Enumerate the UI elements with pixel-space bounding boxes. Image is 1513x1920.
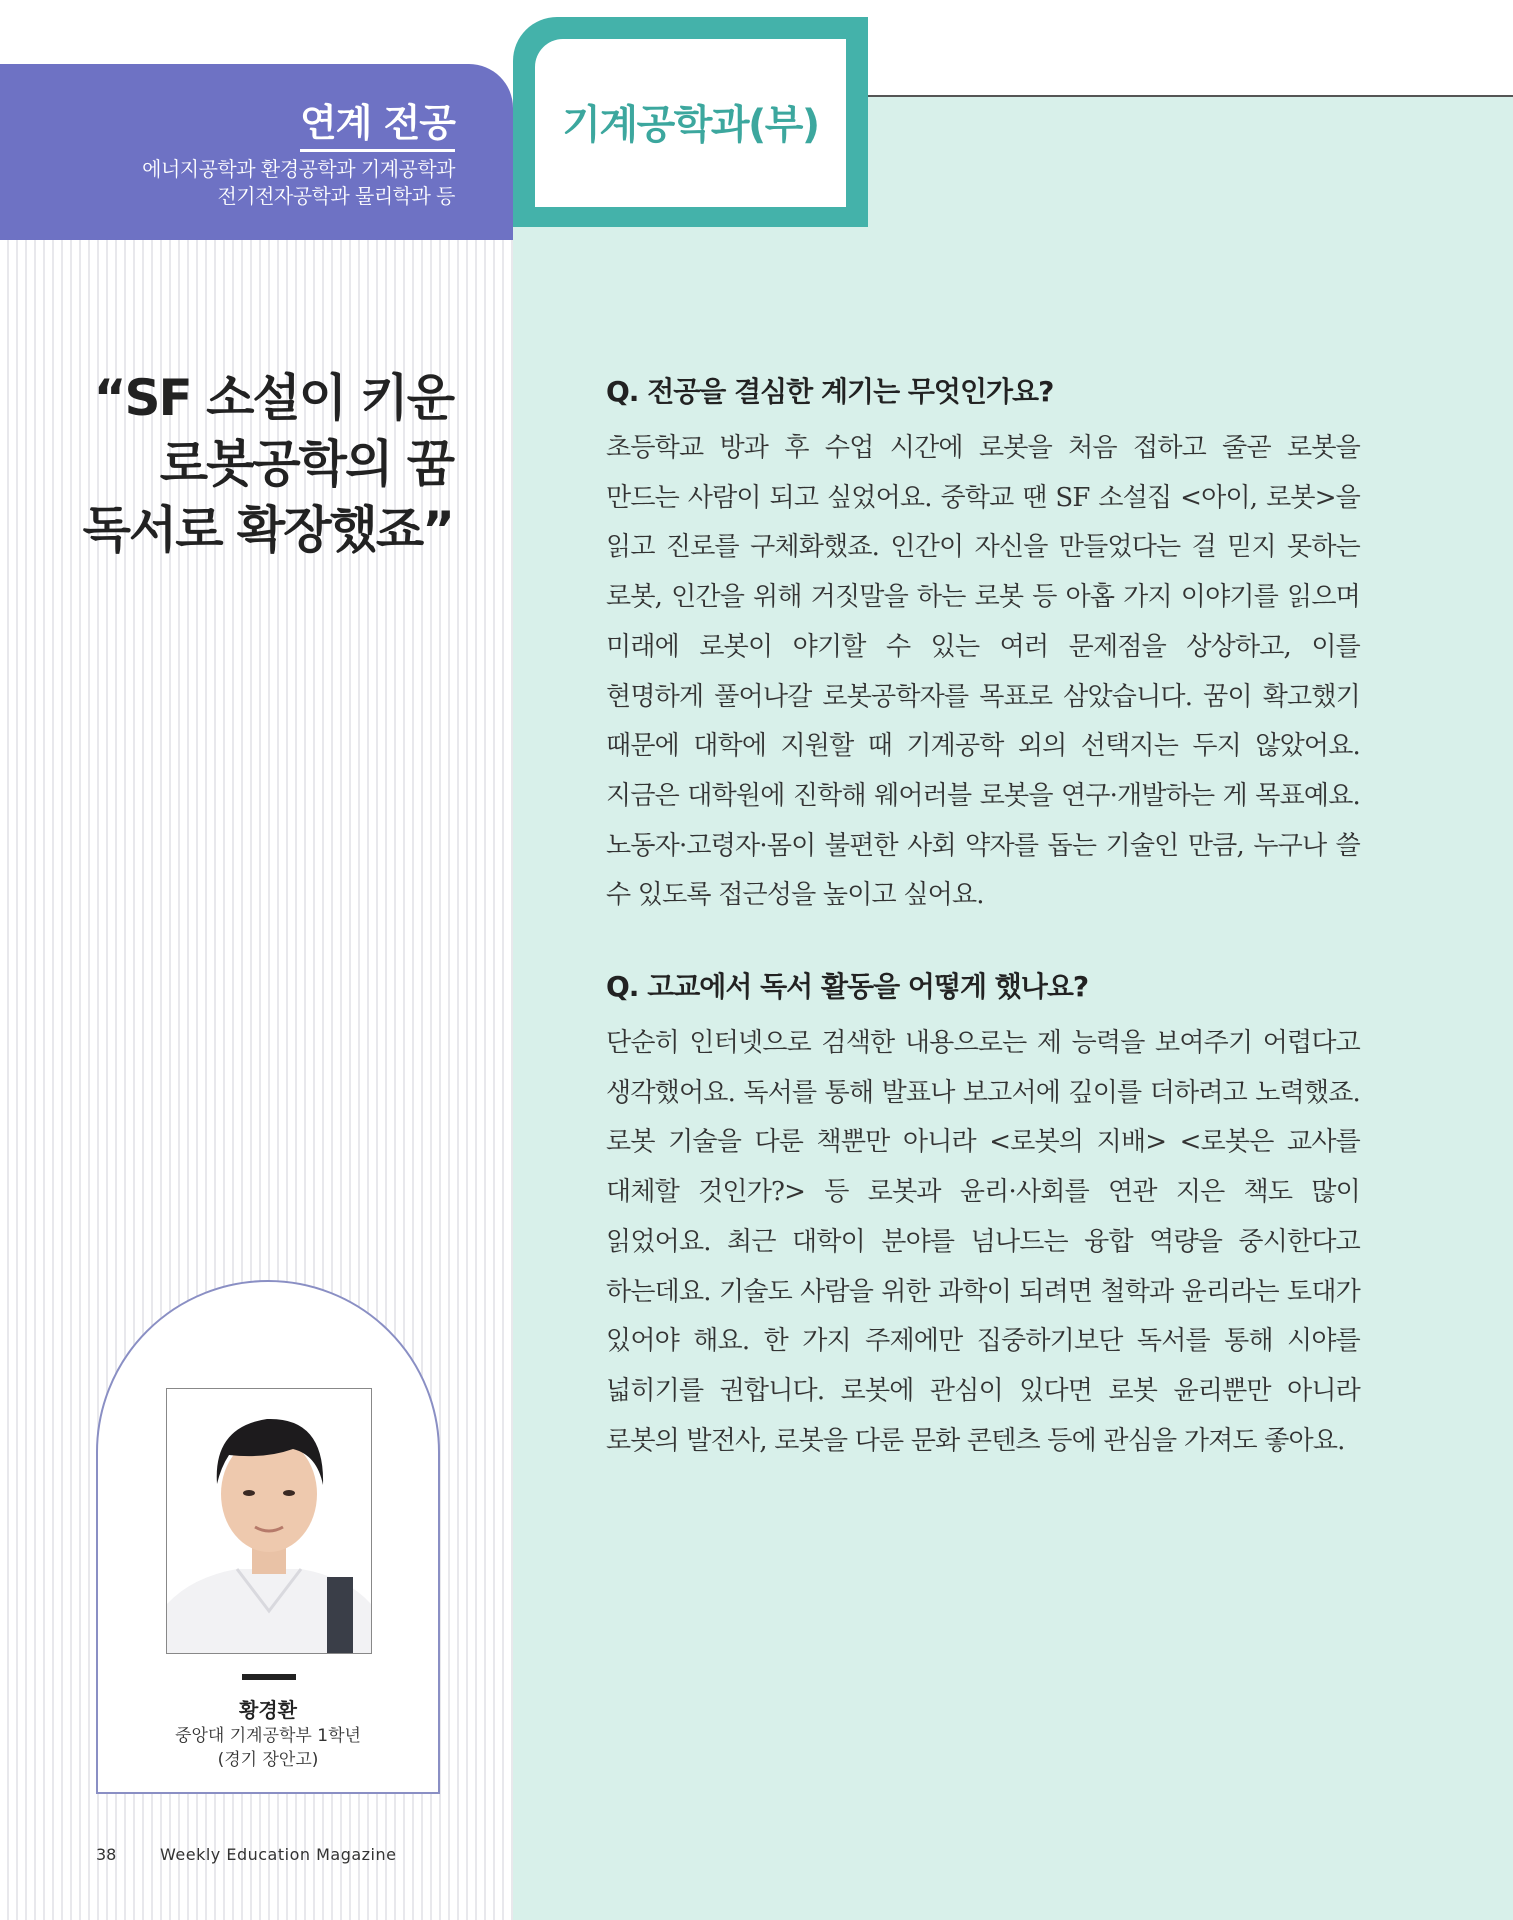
question: Q. 전공을 결심한 계기는 무엇인가요? [606, 375, 1054, 408]
top-divider [860, 95, 1513, 97]
magazine-name: Weekly Education Magazine [160, 1845, 397, 1864]
department-tab-inner [535, 39, 846, 207]
related-majors-band [0, 64, 513, 240]
answer: 초등학교 방과 후 수업 시간에 로봇을 처음 접하고 줄곧 로봇을 만드는 사람이 되고 싶었어요. 중학교 땐 SF 소설집 <아이, 로봇>을 읽고 진로를 구체화했죠. 인간이 자신을 만들었다는 걸 믿지 못하는 로봇, 인간을 위해 거짓말을 하는 로봇 등 아홉 가지 이야기를 읽으며 미래에 로봇이 야기할 수 있는 여러 문제점을 상상하고, 이를 현명하게 풀어나갈 로봇공학자를 목표로 삼았습니다. 꿈이 확고했기 때문에 대학에 지원할 때 기계공학 외의 선택지는 두지 않았어요. 지금은 대학원에 진학해 웨어러블 로봇을 연구·개발하는 게 목표예요. 노동자·고령자·몸이 불편한 사회 약자를 돕는 기술인 만큼, 누구나 쓸 수 있도록 접근성을 높이고 싶어요. [606, 433, 1360, 911]
related-majors-title: 연계 전공 [300, 92, 455, 152]
name-divider [242, 1674, 296, 1680]
headline-line: 로봇공학의 꿈 [159, 435, 453, 493]
student-name: 황경환 [239, 1698, 297, 1722]
headline-line: “SF 소설이 키운 [93, 369, 453, 427]
page-number: 38 [96, 1845, 117, 1864]
student-portrait-icon [167, 1389, 371, 1653]
headline-line: 독서로 확장했죠” [82, 501, 453, 559]
qa-block [606, 965, 1360, 1466]
department-title: 기계공학과(부) [562, 102, 819, 148]
related-majors-line: 에너지공학과 환경공학과 기계공학과 [142, 157, 455, 181]
headline-quote [83, 365, 453, 563]
qa-block [606, 370, 1360, 921]
student-high-school: (경기 장안고) [217, 1750, 319, 1770]
student-affiliation [96, 1724, 440, 1772]
related-majors-line: 전기전자공학과 물리학과 등 [217, 184, 455, 208]
related-majors-list [142, 156, 455, 210]
question: Q. 고교에서 독서 활동을 어떻게 했나요? [606, 970, 1089, 1003]
answer: 단순히 인터넷으로 검색한 내용으로는 제 능력을 보여주기 어렵다고 생각했어요. 독서를 통해 발표나 보고서에 깊이를 더하려고 노력했죠. 로봇 기술을 다룬 책뿐만 아니라 <로봇의 지배> <로봇은 교사를 대체할 것인가?> 등 로봇과 윤리·사회를 연관 지은 책도 많이 읽었어요. 최근 대학이 분야를 넘나드는 융합 역량을 중시한다고 하는데요. 기술도 사람을 위한 과학이 되려면 철학과 윤리라는 토대가 있어야 해요. 한 가지 주제에만 집중하기보단 독서를 통해 시야를 넓히기를 권합니다. 로봇에 관심이 있다면 로봇 윤리뿐만 아니라 로봇의 발전사, 로봇을 다룬 문화 콘텐츠 등에 관심을 가져도 좋아요. [606, 1028, 1360, 1456]
student-university: 중앙대 기계공학부 1학년 [175, 1726, 361, 1746]
profile-photo [166, 1388, 372, 1654]
